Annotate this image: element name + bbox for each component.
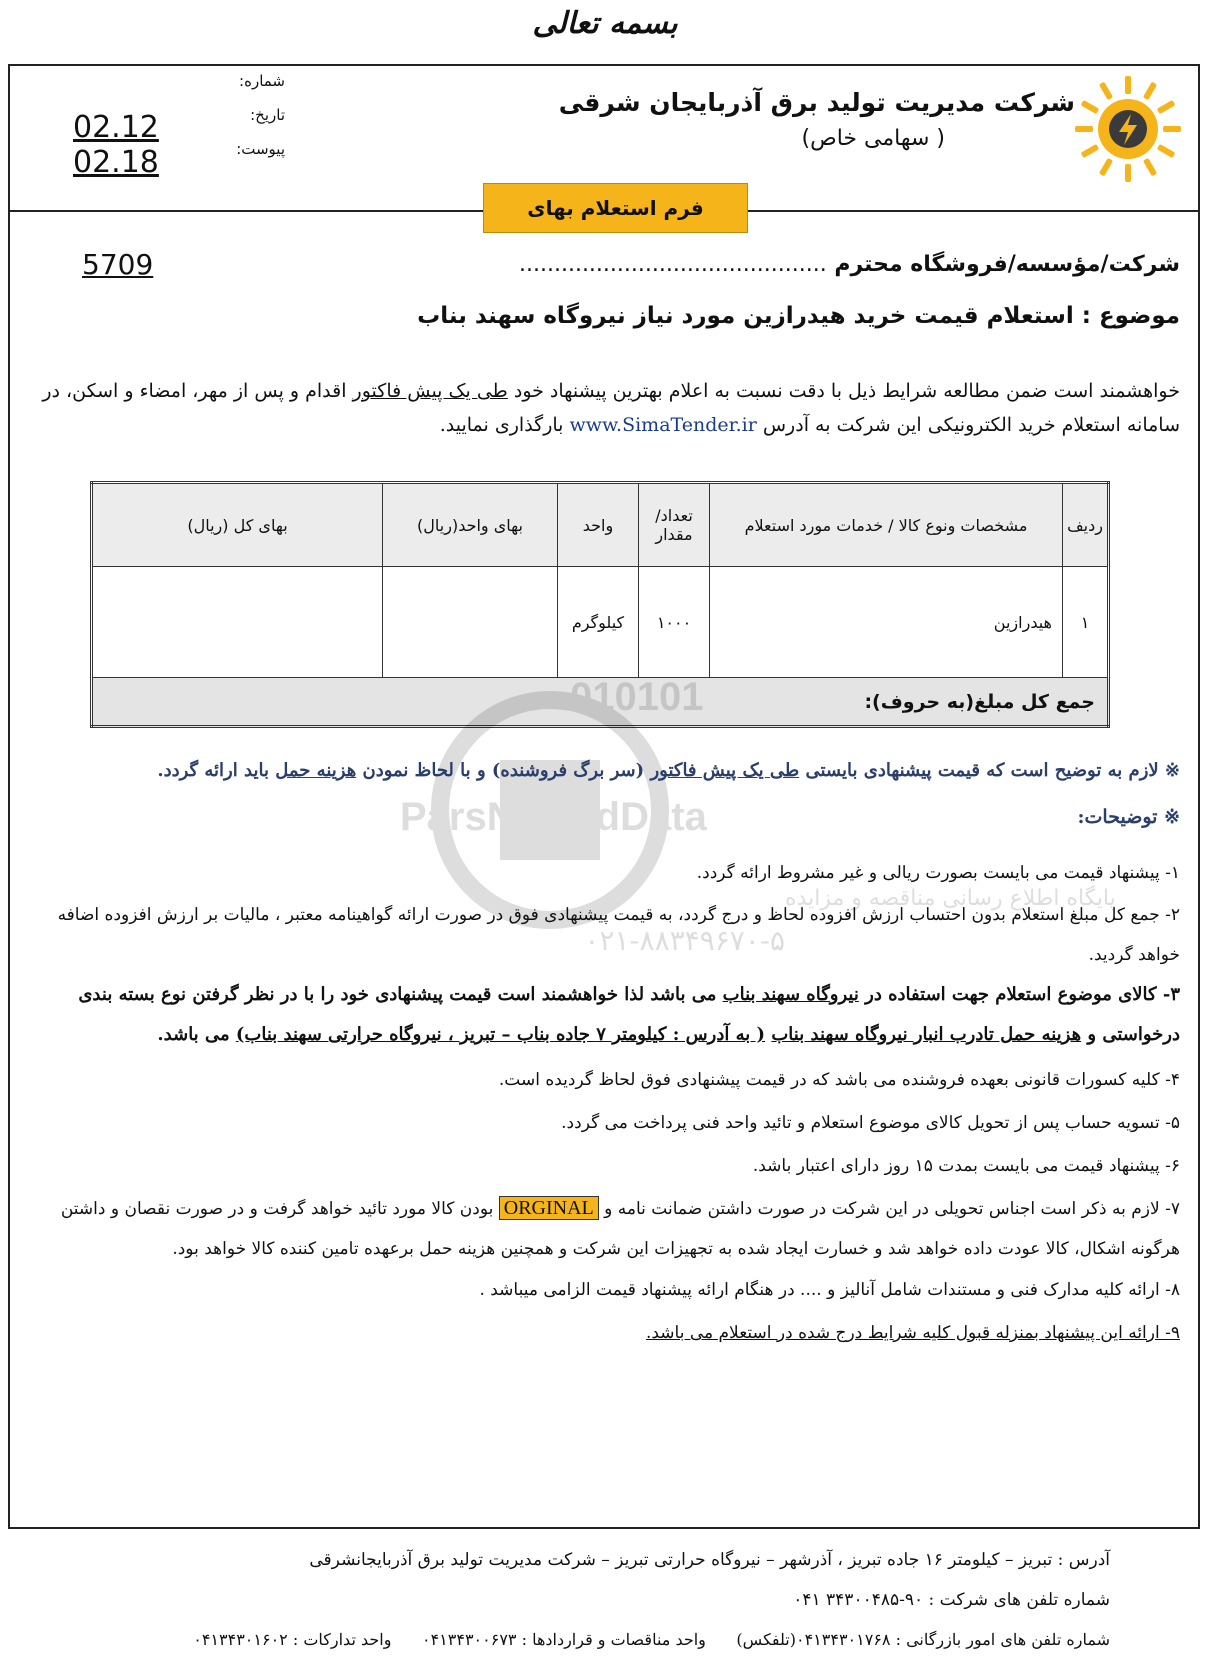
cell-desc: هیدرازین <box>710 567 1063 678</box>
note-text-1: ※ لازم به توضیح است که قیمت پیشنهادی بایستی <box>805 760 1180 781</box>
cell-total-price <box>92 567 383 678</box>
list-item: ۵- تسویه حساب پس از تحویل کالای موضوع استعلام و تائید واحد فنی پرداخت می گردد. <box>561 1113 1180 1133</box>
pricing-note <box>30 760 1180 781</box>
sima-tender-link[interactable]: www.SimaTender.ir <box>569 414 757 436</box>
footer-tenders: واحد مناقصات و قراردادها : ۰۴۱۳۴۳۰۰۶۷۳ <box>421 1630 706 1649</box>
footer-phone: شماره تلفن های شرکت : ۹۰-۳۴۳۰۰۴۸۵ ۰۴۱ <box>793 1590 1110 1610</box>
col-total-price-header: بهای کل (ریال) <box>92 483 383 567</box>
watermark-line1: پایگاه اطلاع رسانی مناقصه و مزایده <box>785 886 1116 911</box>
col-unit-header: واحد <box>558 483 639 567</box>
recipient-line <box>519 252 1180 277</box>
note-text-3: باید ارائه گردد. <box>157 760 269 781</box>
col-row-header: ردیف <box>1063 483 1109 567</box>
watermark-brand: ParsNamadData <box>400 795 707 839</box>
note-underlined-2: هزینه حمل <box>275 760 357 781</box>
col-desc-header: مشخصات ونوع کالا / خدمات مورد استعلام <box>710 483 1063 567</box>
date-label: تاریخ: <box>250 106 285 124</box>
list-item: ۲- جمع کل مبلغ استعلام بدون احتساب ارزش افزوده لحاظ و درج گردد، به قیمت پیشنهادی فوق در صورت ارائه گواهینامه معتبر ، مالیات بر ارزش افزوده اضافه خواهد گردید. <box>57 905 1180 965</box>
list-item: ۹- ارائه این پیشنهاد بمنزله قبول کلیه شرایط درج شده در استعلام می باشد. <box>645 1323 1180 1343</box>
reference-number: 5709 <box>82 248 154 281</box>
list-item: ۴- کلیه کسورات قانونی بعهده فروشنده می باشد که در قیمت پیشنهادی فوق لحاظ گردیده است. <box>498 1070 1180 1090</box>
company-type: ( سهامی خاص) <box>801 126 945 151</box>
form-title: فرم استعلام بهای <box>483 183 748 233</box>
list-item: ۷- لازم به ذکر است اجناس تحویلی در این شرکت در صورت داشتن ضمانت نامه و ORGINAL بودن کالا مورد تائید خواهد گرفت و در صورت نقصان و داشتن هرگونه اشکال، کالا عودت داده خواهد شد و خسارت ایجاد شده به تجهیزات این شرکت و همچنین هزینه حمل برعهده تامین کننده کالا خواهد بود. <box>60 1197 1180 1259</box>
number-value: 02.12 <box>73 110 159 145</box>
note-underlined-1: طی یک پیش فاکتور <box>650 760 800 781</box>
list-item: ۱- پیشنهاد قیمت می بایست بصورت ریالی و غیر مشروط ارائه گردد. <box>696 863 1180 883</box>
company-name: شرکت مدیریت تولید برق آذربایجان شرقی <box>558 88 1075 117</box>
intro-text-1: خواهشمند است ضمن مطالعه شرایط ذیل با دقت نسبت به اعلام بهترین پیشنهاد خود <box>513 380 1180 402</box>
date-value: 02.18 <box>73 145 159 180</box>
note-text-2: (سر برگ فروشنده) و با لحاظ نمودن <box>362 760 645 781</box>
company-logo-icon <box>1073 74 1183 184</box>
recipient-dots: ............................................ <box>519 252 827 277</box>
list-item: ۸- ارائه کلیه مدارک فنی و مستندات شامل آنالیز و .... در هنگام ارائه پیشنهاد قیمت الزامی میباشد . <box>479 1280 1180 1300</box>
orginal-highlight: ORGINAL <box>499 1196 599 1220</box>
conditions-list <box>26 852 1180 1355</box>
intro-text-2: اقدام و پس از مهر، امضاء و اسکن، در سامانه استعلام خرید الکترونیکی این شرکت به آدرس <box>42 380 1180 436</box>
footer-commerce: شماره تلفن های امور بازرگانی : ۰۴۱۳۴۳۰۱۷۶۸(تلفکس) <box>736 1630 1110 1649</box>
watermark-binary: 010101 <box>570 675 704 719</box>
cell-qty: ۱۰۰۰ <box>639 567 710 678</box>
cell-unit-price <box>383 567 558 678</box>
table-row <box>92 567 1109 678</box>
col-unit-price-header: بهای واحد(ریال) <box>383 483 558 567</box>
notes-title: ※ توضیحات: <box>1077 806 1180 828</box>
list-item: ۳- کالای موضوع استعلام جهت استفاده در نیروگاه سهند بناب می باشد لذا خواهشمند است قیمت پیشنهادی خود را با در نظر گرفتن نوع بسته بندی درخواستی و هزینه حمل تادرب انبار نیروگاه سهند بناب ( به آدرس : کیلومتر ۷ جاده بناب – تبریز ، نیروگاه حرارتی سهند بناب) می باشد. <box>78 984 1180 1045</box>
intro-paragraph <box>26 374 1180 442</box>
col-qty-header: تعداد/ مقدار <box>639 483 710 567</box>
recipient-label: شرکت/مؤسسه/فروشگاه محترم <box>834 252 1180 277</box>
total-amount-label: جمع کل مبلغ(به حروف): <box>92 678 1109 727</box>
intro-text-3: بارگذاری نمایید. <box>439 414 564 436</box>
cell-row-no: ۱ <box>1063 567 1109 678</box>
watermark-line2: ۰۲۱-۸۸۳۴۹۶۷۰-۵ <box>584 924 785 957</box>
attachment-label: پیوست: <box>236 140 285 158</box>
intro-underlined: طی یک پیش فاکتور <box>352 380 508 402</box>
footer-procurement: واحد تدارکات : ۰۴۱۳۴۳۰۱۶۰۲ <box>193 1630 392 1649</box>
footer-contacts <box>30 1630 1110 1649</box>
footer-address: آدرس : تبریز – کیلومتر ۱۶ جاده تبریز ، آذرشهر – نیروگاه حرارتی تبریز – شرکت مدیریت تولید برق آذربایجانشرقی <box>309 1550 1110 1570</box>
subject: موضوع : استعلام قیمت خرید هیدرازین مورد نیاز نیروگاه سهند بناب <box>417 303 1180 329</box>
list-item: ۶- پیشنهاد قیمت می بایست بمدت ۱۵ روز دارای اعتبار باشد. <box>752 1156 1180 1176</box>
bismillah: بسمه تعالی <box>532 6 678 41</box>
number-label: شماره: <box>239 72 285 90</box>
cell-unit: کیلوگرم <box>558 567 639 678</box>
